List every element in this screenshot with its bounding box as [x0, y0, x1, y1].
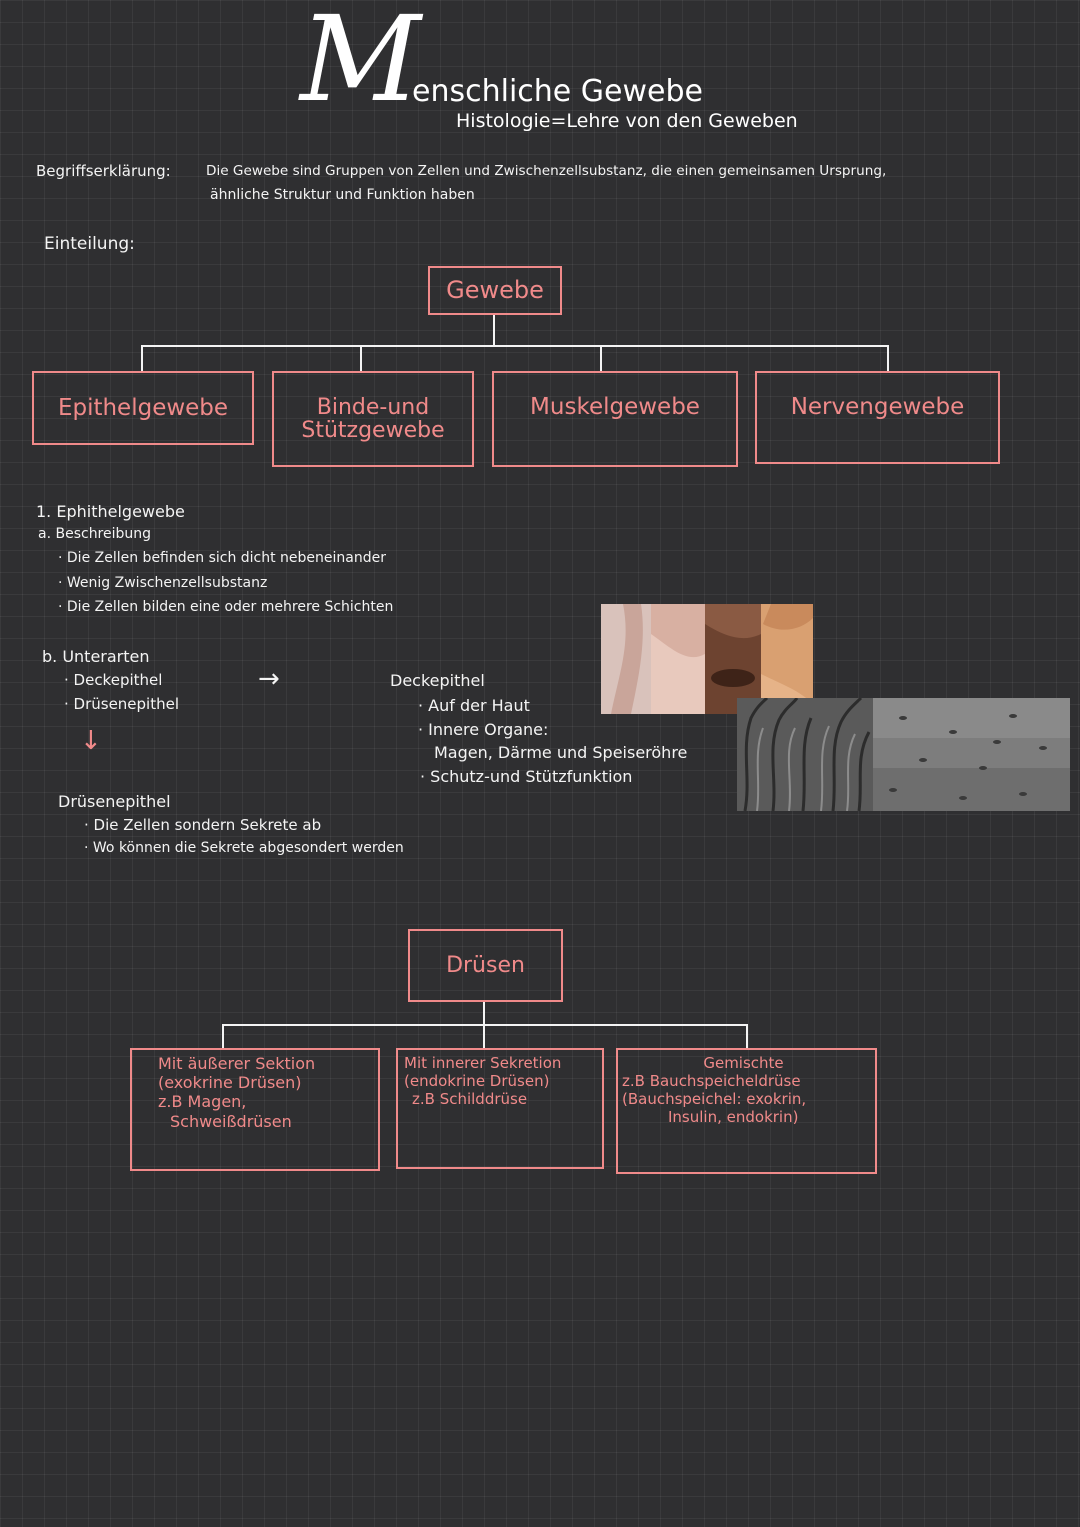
druesen-item-1: · Die Zellen sondern Sekrete ab — [84, 816, 322, 834]
section1-sub-a: a. Beschreibung — [38, 526, 152, 542]
page-title: enschliche Gewebe — [412, 74, 703, 109]
exokrin-line-1: Mit äußerer Sektion — [158, 1054, 316, 1073]
tree1-box-nerven — [755, 371, 1000, 464]
tree2-drop-1 — [222, 1024, 224, 1049]
tree2-box-endokrin — [396, 1048, 604, 1169]
gemischt-line-2: z.B Bauchspeicheldrüse — [622, 1072, 801, 1090]
tree2-root-label: Drüsen — [446, 952, 525, 978]
tree1-box-epithel — [32, 371, 254, 445]
tree1-drop-2 — [360, 345, 362, 372]
deck-title: Deckepithel — [390, 671, 485, 690]
tree2-drop-3 — [746, 1024, 748, 1049]
exokrin-text — [158, 1054, 315, 1131]
tree1-drop-4 — [887, 345, 889, 372]
tree1-label-nerven: Nervengewebe — [790, 394, 965, 420]
gemischt-line-3: (Bauchspeichel: exokrin, — [622, 1090, 807, 1108]
title-initial: M — [300, 0, 421, 128]
tree1-drop-1 — [141, 345, 143, 372]
exokrin-line-3: z.B Magen, — [158, 1092, 247, 1112]
exokrin-line-4: Schweißdrüsen — [170, 1111, 292, 1131]
deck-item-3: Magen, Därme und Speiseröhre — [434, 743, 688, 762]
tree2-bar — [222, 1024, 748, 1026]
tissue-photo-villi — [737, 698, 873, 811]
tree2-drop-2 — [483, 1024, 485, 1049]
section1-sub-b: b. Unterarten — [42, 647, 150, 666]
villi-photo-art — [737, 698, 873, 811]
definition-label: Begriffserklärung: — [36, 162, 171, 180]
tree1-bar — [141, 345, 889, 347]
tree2-stem — [483, 1000, 485, 1025]
section1-heading: 1. Ephithelgewebe — [36, 502, 185, 521]
gemischt-line-4: Insulin, endokrin) — [668, 1108, 799, 1126]
arrow-down-icon: ↓ — [80, 726, 102, 756]
tissue-photo-surface — [873, 698, 1070, 811]
section1-bullet-3: · Die Zellen bilden eine oder mehrere Schichten — [58, 599, 394, 615]
endokrin-line-1: Mit innerer Sekretion — [404, 1054, 562, 1072]
gemischt-text — [622, 1054, 865, 1126]
druesen-title: Drüsenepithel — [58, 792, 171, 811]
tree2-root-box — [408, 929, 563, 1002]
tree1-box-muskel — [492, 371, 738, 467]
deck-item-2: · Innere Organe: — [418, 720, 549, 739]
tree2-box-gemischt — [616, 1048, 877, 1174]
tree1-root-label: Gewebe — [446, 275, 544, 304]
definition-line-2: ähnliche Struktur und Funktion haben — [210, 187, 475, 203]
arrow-right-icon: → — [258, 664, 280, 694]
endokrin-line-2: (endokrine Drüsen) — [404, 1072, 550, 1090]
deck-item-4: · Schutz-und Stützfunktion — [420, 767, 633, 786]
tree1-stem — [493, 313, 495, 346]
einteilung-label: Einteilung: — [44, 234, 135, 254]
deck-item-1: · Auf der Haut — [418, 696, 530, 715]
gemischt-line-1: Gemischte — [703, 1054, 784, 1072]
tree2-box-exokrin — [130, 1048, 380, 1171]
surface-photo-art — [873, 698, 1070, 811]
tree1-label-binde: Binde-und Stützgewebe — [301, 394, 445, 443]
definition-line-1: Die Gewebe sind Gruppen von Zellen und Zwischenzellsubstanz, die einen gemeinsamen Ursprung, — [206, 163, 887, 179]
endokrin-text — [404, 1054, 561, 1108]
page-subtitle: Histologie=Lehre von den Geweben — [456, 110, 798, 132]
tree1-label-epithel: Epithelgewebe — [57, 394, 229, 421]
tree1-label-muskel: Muskelgewebe — [530, 394, 700, 420]
section1-bullet-2: · Wenig Zwischenzellsubstanz — [58, 575, 268, 591]
tree1-box-binde — [272, 371, 474, 467]
endokrin-line-3: z.B Schilddrüse — [412, 1090, 528, 1108]
type-druesenepithel: · Drüsenepithel — [64, 695, 180, 713]
tree1-drop-3 — [600, 345, 602, 372]
druesen-item-2: · Wo können die Sekrete abgesondert werden — [84, 840, 404, 856]
exokrin-line-2: (exokrine Drüsen) — [158, 1073, 302, 1093]
section1-bullet-1: · Die Zellen befinden sich dicht nebeneinander — [58, 550, 387, 566]
type-deckepithel: · Deckepithel — [64, 671, 163, 689]
tree1-root-box — [428, 266, 562, 315]
